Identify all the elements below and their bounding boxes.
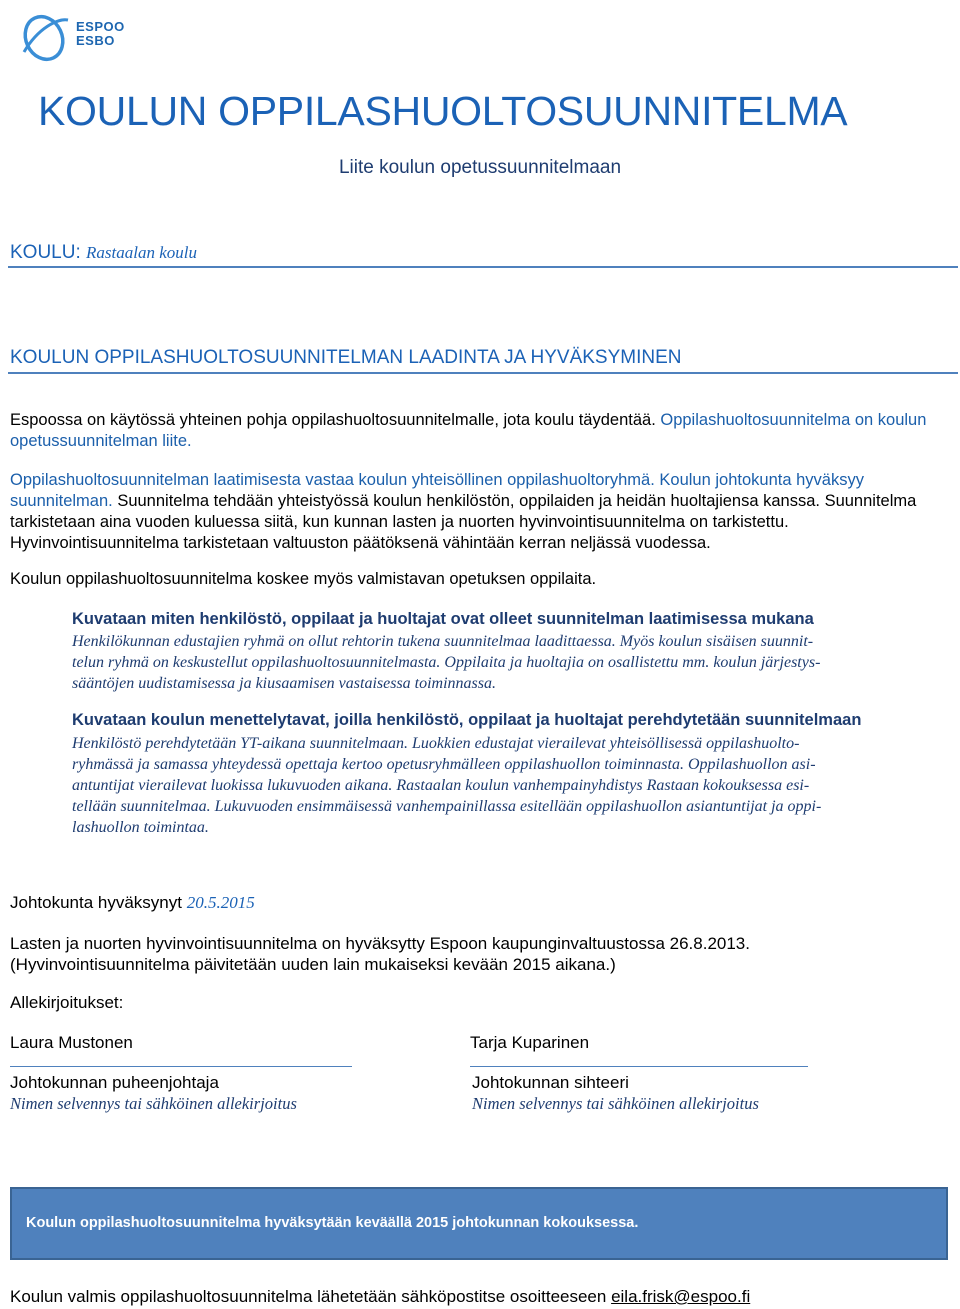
paragraph-2-sentence-d: Suunnitelma tarkistetaan aina vuoden kuluessa siitä, kun kunnan lasten ja nuorten hyvinvointisuunnitelma on tarkistettu. <box>10 492 917 531</box>
approval-note-line-2: (Hyvinvointisuunnitelma päivitetään uuden lain mukaiseksi kevään 2015 aikana.) <box>10 955 616 974</box>
block-2-line: Henkilöstö perehdytetään YT-aikana suunnitelmaan. Luokkien edustajat vierailevat yhteisöllisessä oppilashuolto- <box>72 735 800 752</box>
logo-text <box>76 20 125 48</box>
approval-note <box>10 933 950 975</box>
block-1-line: Henkilökunnan edustajien ryhmä on ollut rehtorin tukena suunnitelmaa laadittaessa. Myös koulun sisäisen suunnit- <box>72 633 814 650</box>
signature-right-hint: Nimen selvennys tai sähköinen allekirjoitus <box>472 1094 759 1113</box>
block-2-line: tellään suunnitelmaa. Lukuvuoden ensimmäisessä vanhempainillassa esitellään oppilashuollon asiantuntijat ja oppi- <box>72 798 822 815</box>
block-2-line: lashuollon toimintaa. <box>72 819 209 836</box>
approval-label: Johtokunta hyväksynyt <box>10 893 182 912</box>
approval-banner-text: Koulun oppilashuoltosuunnitelma hyväksytään keväällä 2015 johtokunnan kokouksessa. <box>26 1215 639 1231</box>
block-1-line: telun ryhmä on keskustellut oppilashuoltosuunnitelmasta. Oppilaita ja huoltajia on osallistettu mm. koulun järjestys- <box>72 654 821 671</box>
school-name: Rastaalan koulu <box>86 243 197 262</box>
approval-note-line-1: Lasten ja nuorten hyvinvointisuunnitelma on hyväksytty Espoon kaupunginvaltuustossa 26.8.2013. <box>10 934 750 953</box>
paragraph-1-sentence-a: Espoossa on käytössä yhteinen pohja oppilashuoltosuunnitelmalle, jota koulu täydentää. <box>10 411 656 429</box>
paragraph-2-sentence-e: Hyvinvointisuunnitelma tarkistetaan valtuuston päätöksenä vähintään kerran neljässä vuodessa. <box>10 534 711 552</box>
espoo-logo <box>18 8 128 68</box>
signatures-label: Allekirjoitukset: <box>10 993 124 1012</box>
paragraph-2-sentence-c: Suunnitelma tehdään yhteistyössä koulun henkilöstön, oppilaiden ja heidän huoltajiensa kanssa. <box>117 492 820 510</box>
espoo-logo-icon <box>18 8 78 68</box>
signature-right-line <box>470 1066 808 1067</box>
paragraph-3: Koulun oppilashuoltosuunnitelma koskee myös valmistavan opetuksen oppilaita. <box>10 570 597 588</box>
school-label: KOULU: <box>10 242 81 263</box>
signature-left-hint: Nimen selvennys tai sähköinen allekirjoitus <box>10 1094 297 1113</box>
block-2-text <box>72 733 932 838</box>
approval-date: 20.5.2015 <box>186 893 255 912</box>
footer-note <box>10 1287 750 1307</box>
paragraph-2-sentence-b: Koulun johtokunta hyväksyy suunnitelman. <box>10 471 864 510</box>
school-row <box>10 242 197 264</box>
logo-line-esbo: ESBO <box>76 33 115 48</box>
email-link[interactable]: eila.frisk@espoo.fi <box>611 1287 751 1306</box>
paragraph-1-sentence-b: Oppilashuoltosuunnitelma on koulun opetussuunnitelman liite. <box>10 411 927 450</box>
block-1-text <box>72 631 932 694</box>
divider <box>8 266 958 268</box>
block-1-heading: Kuvataan miten henkilöstö, oppilaat ja huoltajat ovat olleet suunnitelman laatimisessa mukana <box>72 610 814 628</box>
signature-left-role: Johtokunnan puheenjohtaja <box>10 1073 219 1092</box>
page-title: KOULUN OPPILASHUOLTOSUUNNITELMA <box>38 88 848 134</box>
section-heading: KOULUN OPPILASHUOLTOSUUNNITELMAN LAADINTA JA HYVÄKSYMINEN <box>10 347 682 368</box>
approval-row <box>10 893 255 913</box>
signature-right-role: Johtokunnan sihteeri <box>472 1073 629 1092</box>
footer-text: Koulun valmis oppilashuoltosuunnitelma lähetetään sähköpostitse osoitteeseen <box>10 1287 607 1306</box>
block-2-line: antuntijat vierailevat luokissa lukuvuoden aikana. Rastaalan koulun vanhempainyhdistys Rastaan kokouksessa esi- <box>72 777 810 794</box>
block-1-line: sääntöjen uudistamisessa ja kiusaamisen vastaisessa toiminnassa. <box>72 675 497 692</box>
signature-left-name: Laura Mustonen <box>10 1033 133 1052</box>
logo-line-espoo: ESPOO <box>76 19 125 34</box>
divider <box>8 372 958 374</box>
block-2-heading: Kuvataan koulun menettelytavat, joilla henkilöstö, oppilaat ja huoltajat perehdytetään suunnitelmaan <box>72 711 862 729</box>
approval-banner <box>10 1187 948 1260</box>
paragraph-1 <box>10 410 952 452</box>
paragraph-2 <box>10 470 952 554</box>
block-2-line: ryhmässä ja samassa yhteydessä opettaja kertoo opetusryhmälleen oppilashuollon toiminnasta. Oppilashuollon asi- <box>72 756 816 773</box>
signature-right-name: Tarja Kuparinen <box>470 1033 590 1052</box>
signature-left-line <box>10 1066 352 1067</box>
paragraph-2-sentence-a: Oppilashuoltosuunnitelman laatimisesta vastaa koulun yhteisöllinen oppilashuoltoryhmä. <box>10 471 655 489</box>
page-subtitle: Liite koulun opetussuunnitelmaan <box>338 157 622 178</box>
